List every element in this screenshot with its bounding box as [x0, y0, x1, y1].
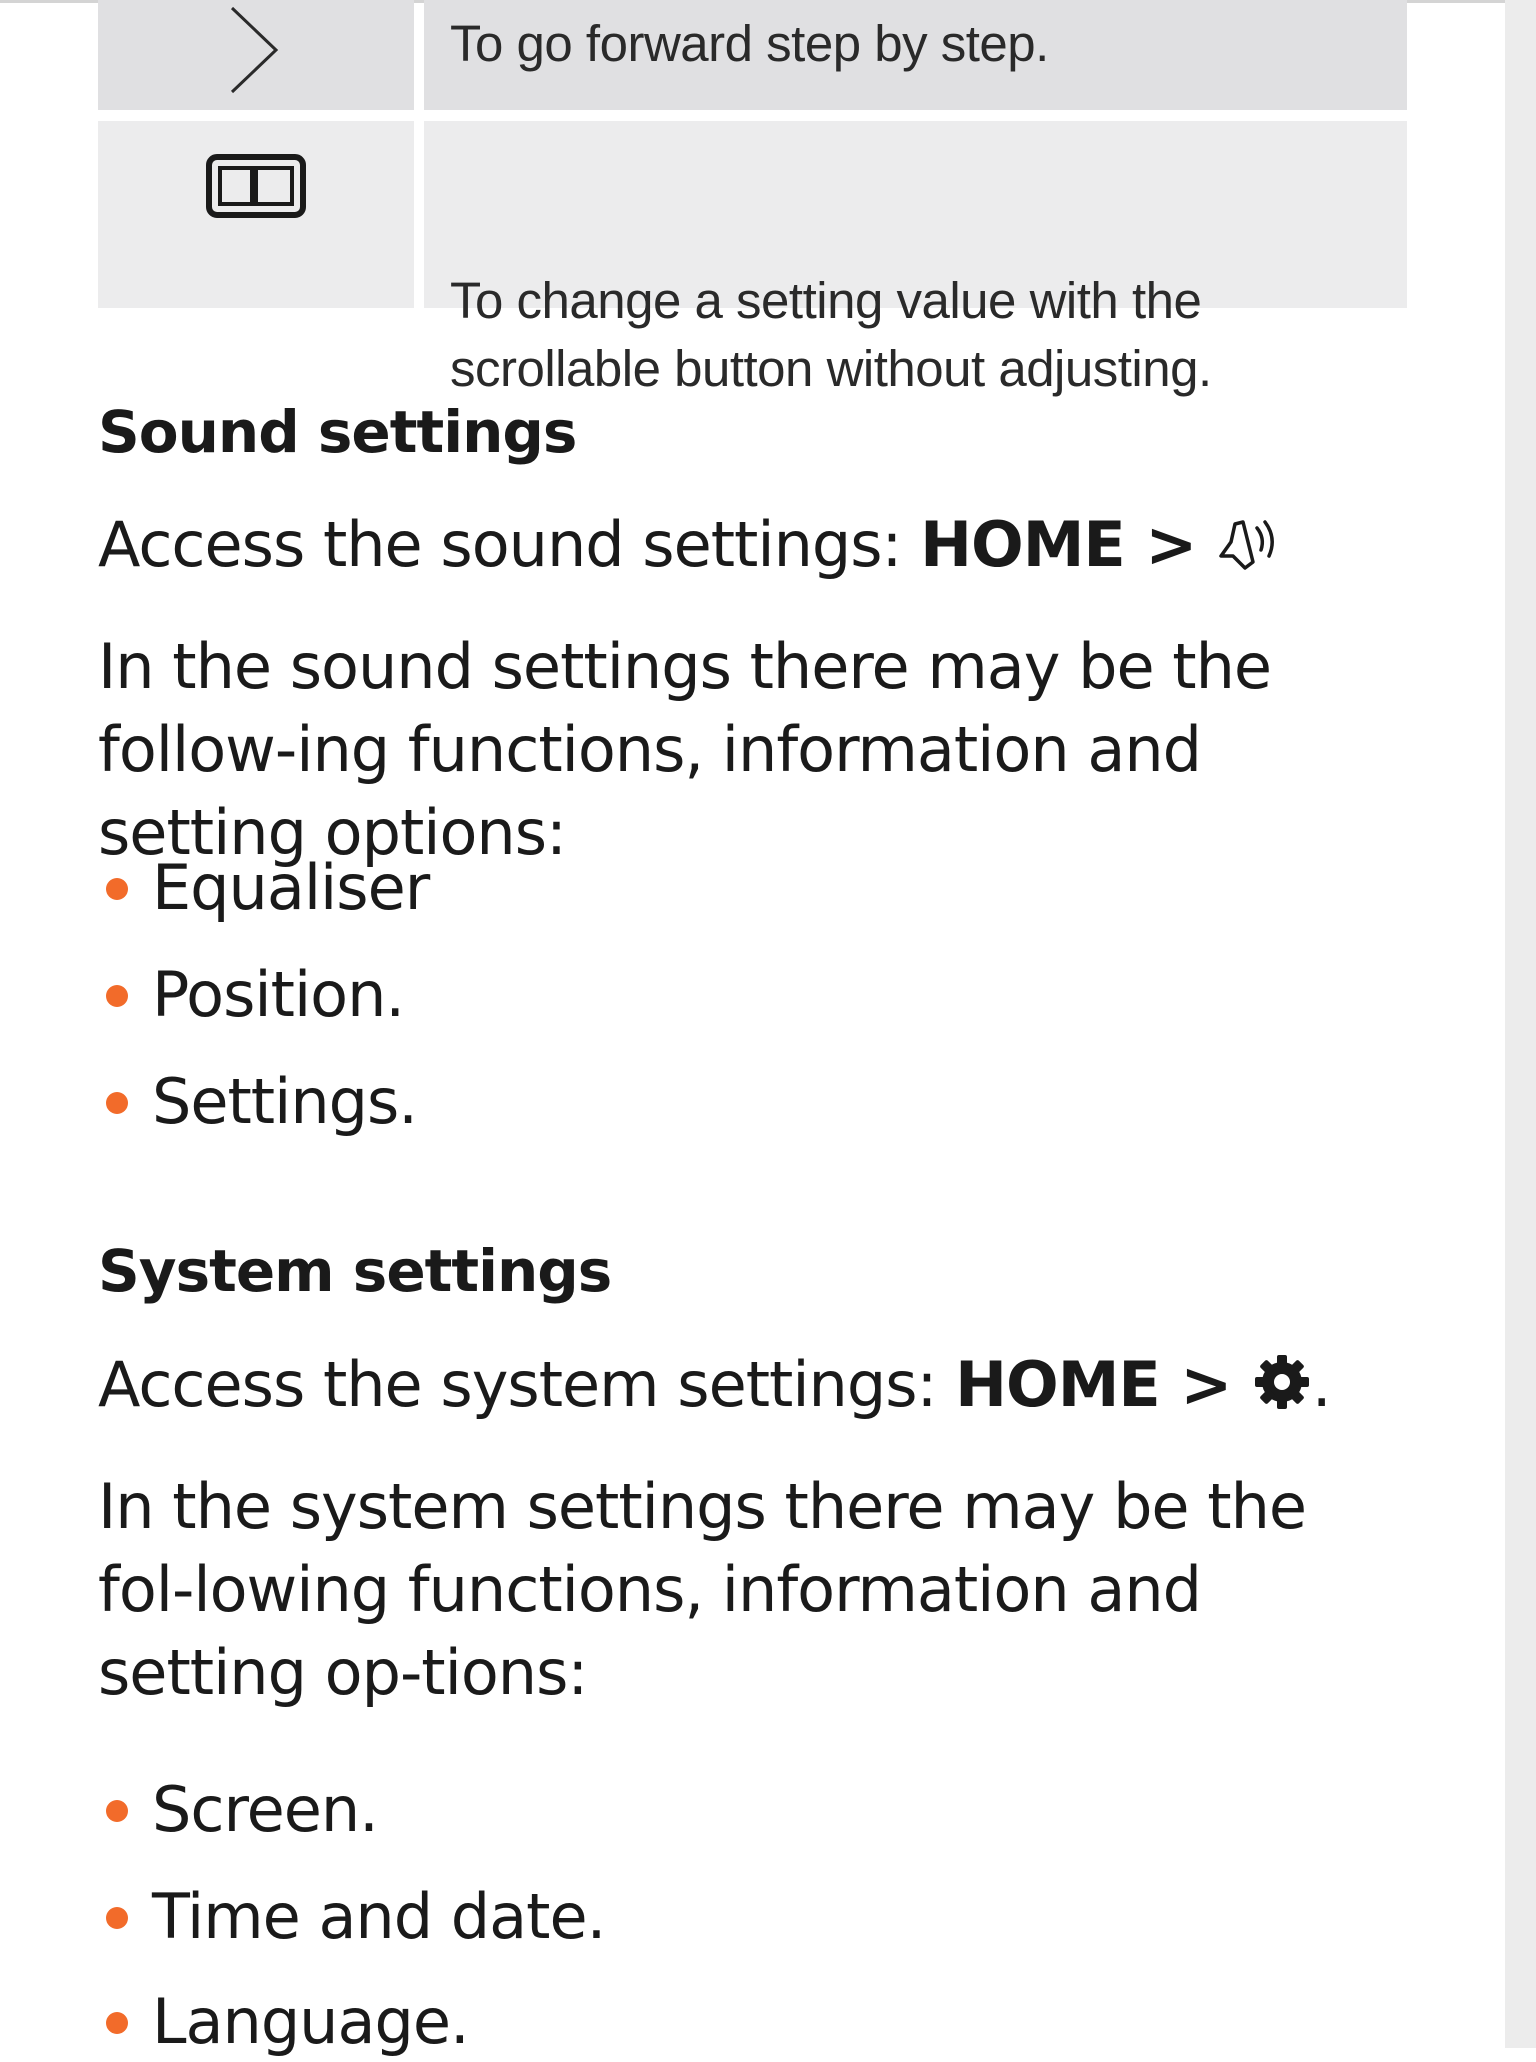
table-row [98, 121, 1407, 397]
access-suffix: . [1311, 1348, 1331, 1421]
bullet-dot [106, 1092, 128, 1114]
access-path: HOME > [920, 508, 1217, 581]
bullet-dot [106, 1907, 128, 1929]
table-row-text: To go forward step by step. [450, 15, 1049, 72]
list-item-label: Settings. [152, 1065, 418, 1138]
access-path: HOME > [955, 1348, 1252, 1421]
sound-access-line [98, 503, 1418, 586]
sound-settings-heading: Sound settings [98, 398, 577, 466]
list-item-label: Language. [152, 1985, 469, 2058]
list-item-label: Screen. [152, 1773, 378, 1846]
sound-intro: In the sound settings there may be the follow-ing functions, information and setting options: [98, 630, 1272, 869]
table-text-cell [424, 0, 1407, 110]
bullet-dot [106, 878, 128, 900]
list-item-label: Position. [152, 958, 405, 1031]
gear-icon [1252, 1352, 1312, 1412]
table-row [98, 0, 1407, 110]
list-item-label: Equaliser [152, 851, 430, 924]
system-intro: In the system settings there may be the fol-lowing functions, information and setting op-tions: [98, 1470, 1307, 1709]
table-row-text: To change a setting value with the scrollable button without adjusting. [450, 272, 1212, 397]
speaker-sound-icon [1217, 514, 1283, 572]
table-icon-cell [98, 121, 414, 308]
access-text: Access the system settings: [98, 1348, 956, 1421]
system-settings-heading: System settings [98, 1237, 612, 1305]
system-access-line [98, 1343, 1418, 1426]
bullet-dot [106, 985, 128, 1007]
table-icon-cell [98, 0, 414, 110]
scrollbar-track[interactable] [1505, 0, 1536, 2048]
list-item-label: Time and date. [152, 1880, 606, 1953]
bullet-dot [106, 1800, 128, 1822]
access-text: Access the sound settings: [98, 508, 921, 581]
scroll-button-icon [206, 154, 306, 218]
bullet-dot [106, 2012, 128, 2034]
table-text-cell [424, 121, 1407, 397]
chevron-right-icon [226, 4, 286, 100]
